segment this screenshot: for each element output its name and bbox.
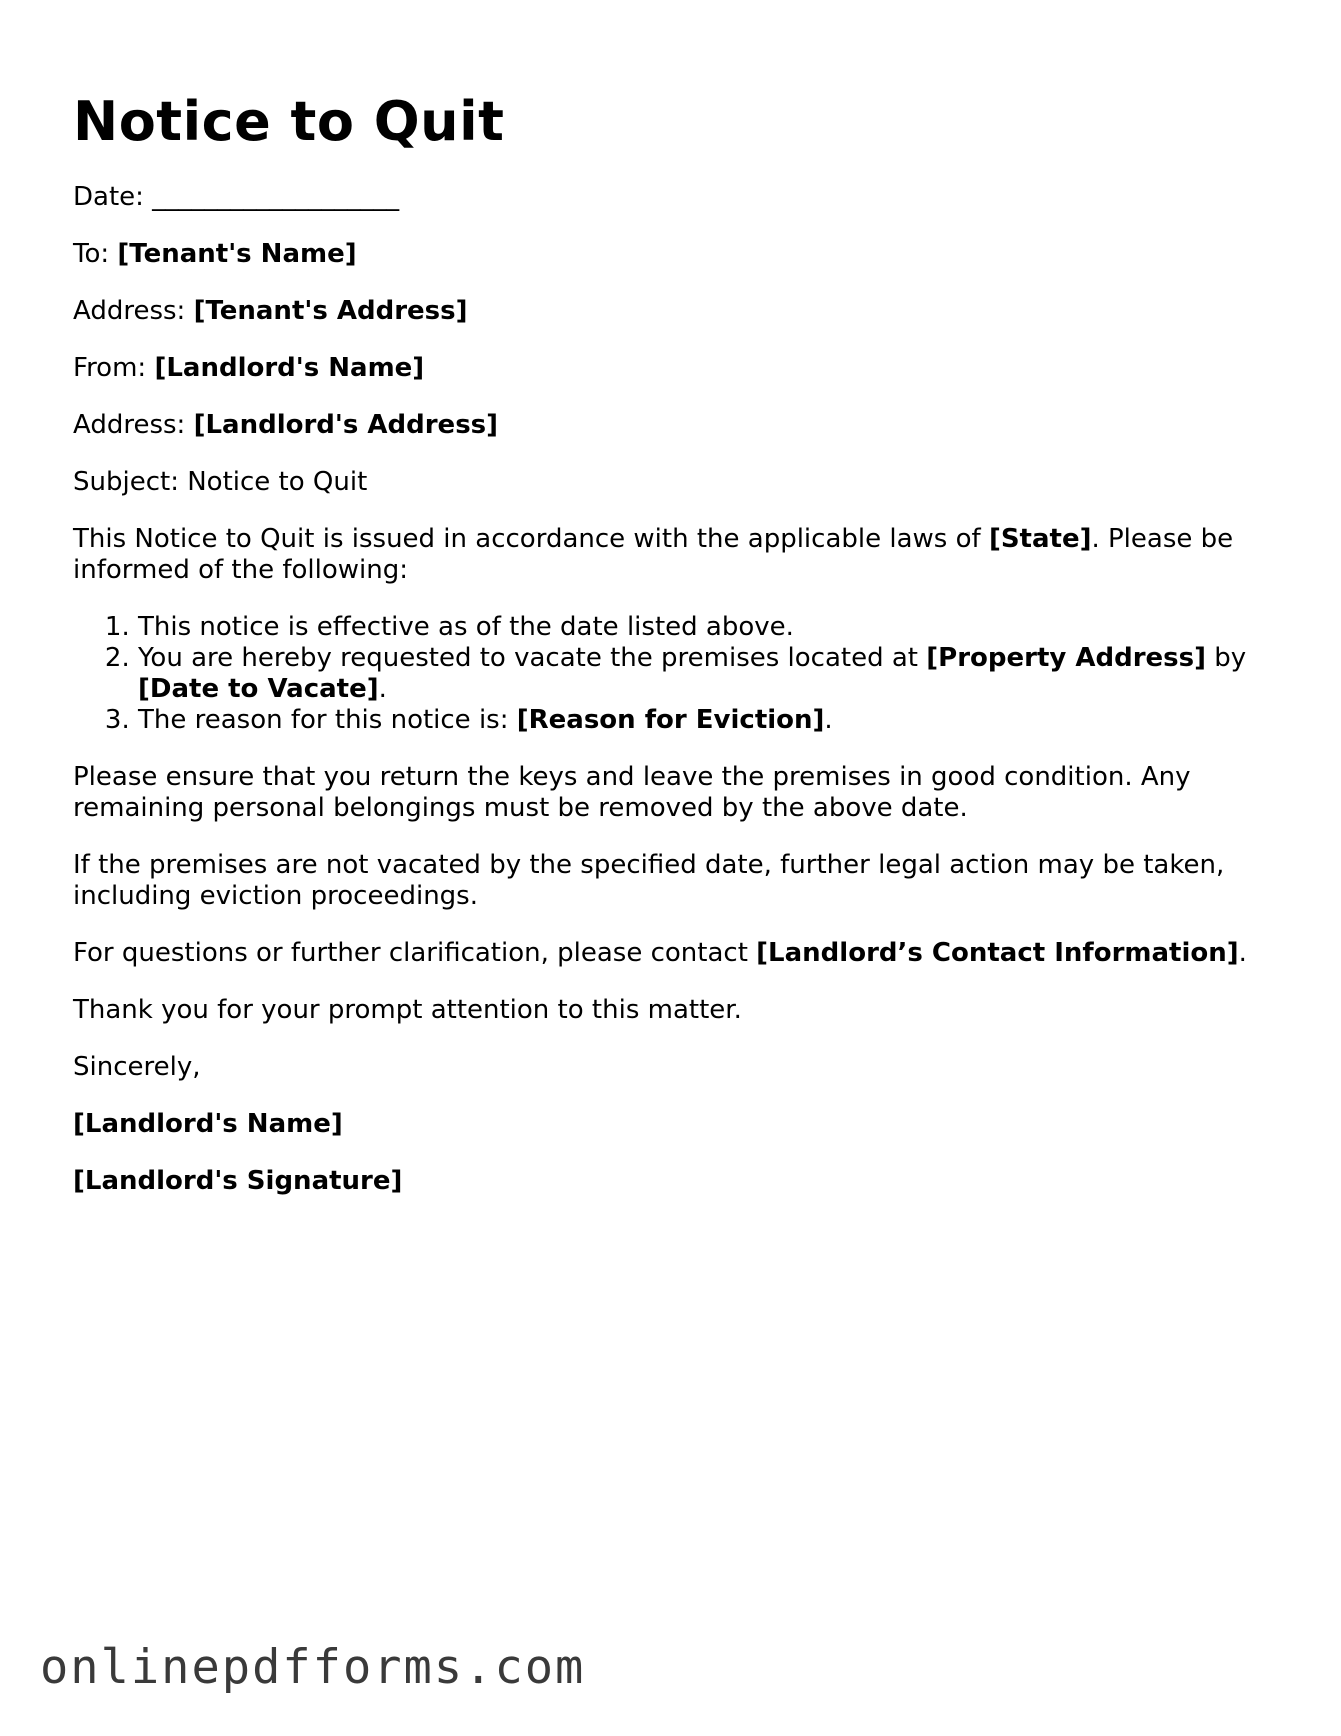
property-address: [Property Address] (926, 643, 1207, 673)
tenant-address-label: Address: (73, 296, 186, 326)
date-label: Date: (73, 182, 144, 212)
list-item (138, 705, 1273, 736)
contact-end: . (1238, 938, 1247, 968)
tenant-address-line (73, 296, 1273, 327)
tenant-name: [Tenant's Name] (117, 239, 357, 269)
from-label: From: (73, 353, 147, 383)
to-line (73, 239, 1273, 270)
contact-text: For questions or further clarification, please contact (73, 938, 757, 968)
state-placeholder: [State] (988, 524, 1092, 554)
item-2-mid: by (1206, 643, 1247, 673)
landlord-address-line (73, 410, 1273, 441)
date-to-vacate: [Date to Vacate] (138, 674, 379, 704)
signoff-name (73, 1109, 1273, 1140)
item-1-text: This notice is effective as of the date listed above. (138, 612, 794, 642)
landlord-name: [Landlord's Name] (154, 353, 425, 383)
item-2-end: . (378, 674, 387, 704)
signoff-signature-text: [Landlord's Signature] (73, 1166, 403, 1196)
page-title: Notice to Quit (73, 90, 505, 153)
date-blank: ___________________ (152, 182, 400, 212)
item-3-end: . (824, 705, 833, 735)
landlord-address-label: Address: (73, 410, 186, 440)
item-3-text: The reason for this notice is: (138, 705, 517, 735)
landlord-contact-info: [Landlord’s Contact Information] (756, 938, 1239, 968)
landlord-address: [Landlord's Address] (193, 410, 499, 440)
intro-text-end: . Please be informed of the following: (73, 524, 1234, 585)
list-item (138, 612, 1273, 643)
date-line (73, 182, 1273, 213)
watermark: onlinepdfforms.com (40, 1640, 586, 1695)
intro-paragraph (73, 524, 1273, 586)
thanks-paragraph: Thank you for your prompt attention to this matter. (73, 995, 742, 1025)
contact-paragraph (73, 938, 1273, 969)
closing: Sincerely, (73, 1052, 201, 1082)
intro-text: This Notice to Quit is issued in accordance with the applicable laws of (73, 524, 989, 554)
tenant-address: [Tenant's Address] (193, 296, 468, 326)
item-2-text: You are hereby requested to vacate the premises located at (138, 643, 927, 673)
legal-paragraph: If the premises are not vacated by the specified date, further legal action may be taken, including eviction proceedings. (73, 850, 1225, 911)
notice-list (73, 612, 1273, 736)
to-label: To: (73, 239, 110, 269)
signoff-signature (73, 1166, 1273, 1197)
keys-paragraph: Please ensure that you return the keys and leave the premises in good condition. Any remaining personal belongings must be removed by the above date. (73, 762, 1191, 823)
from-line (73, 353, 1273, 384)
document-page (73, 90, 1273, 1197)
signoff-name-text: [Landlord's Name] (73, 1109, 343, 1139)
list-item (138, 643, 1273, 705)
reason-for-eviction: [Reason for Eviction] (516, 705, 825, 735)
subject-line: Subject: Notice to Quit (73, 467, 368, 497)
